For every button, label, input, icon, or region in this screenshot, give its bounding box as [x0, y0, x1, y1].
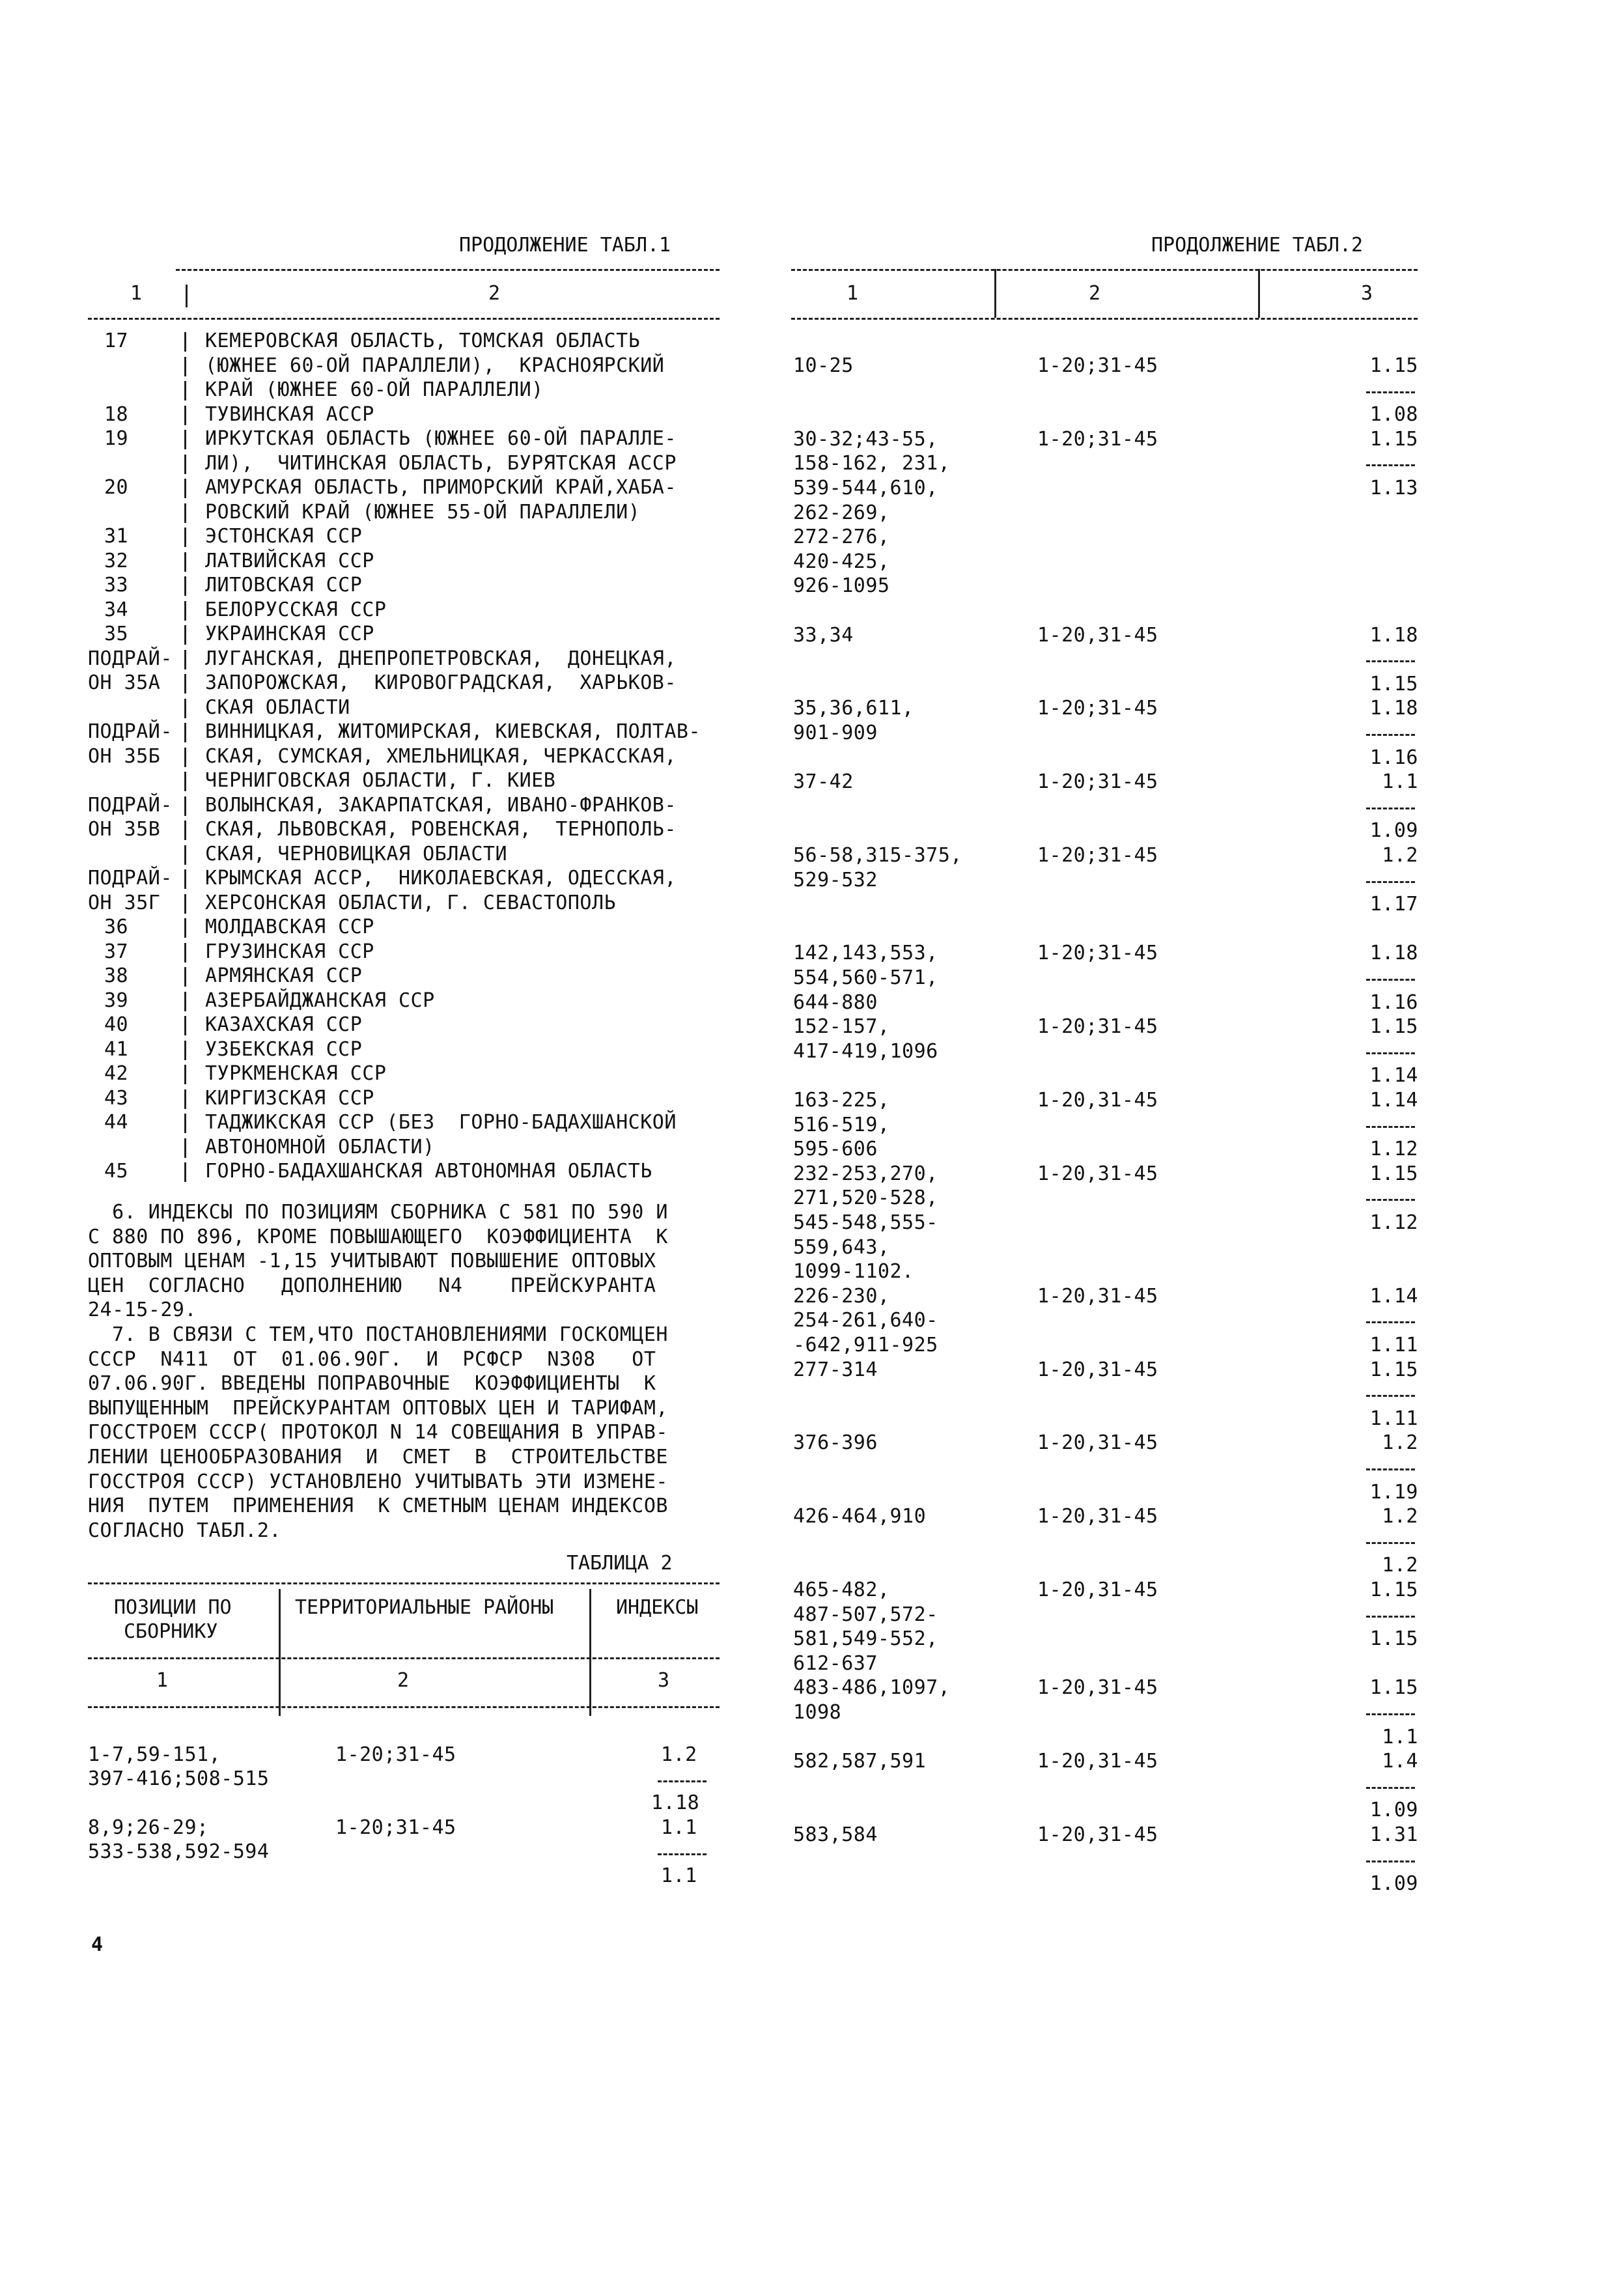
- right-row-index: 1.15: [1369, 1579, 1418, 1601]
- left-row-separator: [184, 430, 186, 449]
- notes-line: С 880 ПО 896, КРОМЕ ПОВЫШАЮЩЕГО КОЭФФИЦИЕНТА К: [88, 1225, 668, 1248]
- notes-line: 7. В СВЯЗИ С ТЕМ,ЧТО ПОСТАНОВЛЕНИЯМИ ГОСКОМЦЕН: [88, 1323, 668, 1346]
- right-row-fraction-rule: [1366, 660, 1415, 662]
- table2-row1-pos1: 1-7,59-151,: [88, 1743, 221, 1766]
- right-row-index: 1.14: [1369, 1064, 1418, 1088]
- right-row-fraction-rule: [1366, 1321, 1415, 1323]
- right-row-index: 1.2: [1382, 1505, 1418, 1528]
- left-row-separator: [184, 992, 186, 1011]
- right-row-positions: 559,643,: [793, 1235, 890, 1259]
- right-row-index: 1.2: [1382, 844, 1418, 867]
- right-row-index: 1.2: [1382, 1431, 1418, 1455]
- left-row-text: ХЕРСОНСКАЯ ОБЛАСТИ, Г. СЕВАСТОПОЛЬ: [205, 891, 617, 914]
- right-row-regions: 1-20,31-45: [1037, 1431, 1158, 1455]
- left-row-separator: [184, 576, 186, 596]
- left-row-separator: [184, 918, 186, 938]
- right-row-positions: 158-162, 231,: [793, 452, 951, 475]
- left-row-text: СКАЯ ОБЛАСТИ: [205, 695, 350, 719]
- left-row-separator: [184, 332, 186, 352]
- table2-title: ТАБЛИЦА 2: [567, 1552, 673, 1575]
- notes-line: ЦЕН СОГЛАСНО ДОПОЛНЕНИЮ N4 ПРЕЙСКУРАНТА: [88, 1274, 656, 1297]
- right-row-positions: 581,549-552,: [793, 1627, 938, 1651]
- left-row-text: ЛИ), ЧИТИНСКАЯ ОБЛАСТЬ, БУРЯТСКАЯ АССР: [205, 451, 677, 475]
- right-row-fraction-rule: [1366, 1713, 1415, 1715]
- right-row-index: 1.15: [1369, 1162, 1418, 1185]
- right-row-fraction-rule: [1366, 1126, 1415, 1128]
- table2-vline-2: [589, 1589, 591, 1716]
- right-row-positions: 539-544,610,: [793, 477, 938, 499]
- left-row-number: 40: [104, 1013, 129, 1036]
- left-row-number: 35: [104, 623, 129, 645]
- table2-row2-pos1: 8,9;26-29;: [88, 1816, 209, 1839]
- left-row-number: 39: [104, 989, 129, 1012]
- left-row-number: 45: [104, 1160, 129, 1183]
- right-row-index: 1.11: [1369, 1334, 1418, 1356]
- right-row-index: 1.17: [1369, 893, 1418, 916]
- left-row-number: 38: [104, 964, 129, 987]
- right-row-positions: 554,560-571,: [793, 966, 938, 989]
- left-row-number: ПОДРАЙ-: [88, 793, 173, 817]
- right-row-positions: 35,36,611,: [793, 697, 914, 720]
- right-row-positions: 1098: [793, 1701, 842, 1724]
- left-row-separator: [184, 1016, 186, 1035]
- right-row-regions: 1-20;31-45: [1037, 942, 1158, 965]
- left-row-text: ЧЕРНИГОВСКАЯ ОБЛАСТИ, Г. КИЕВ: [205, 769, 556, 792]
- right-row-index: 1.15: [1369, 672, 1418, 695]
- table2-vline-1: [279, 1589, 281, 1716]
- left-row-separator: [184, 527, 186, 547]
- right-row-positions: 426-464,910: [793, 1505, 927, 1528]
- right-row-fraction-rule: [1366, 1395, 1415, 1397]
- left-table-top-rule: [176, 269, 720, 271]
- right-row-index: 1.2: [1382, 1554, 1418, 1577]
- left-row-text: ВОЛЫНСКАЯ, ЗАКАРПАТСКАЯ, ИВАНО-ФРАНКОВ-: [205, 793, 677, 817]
- right-row-positions: 262-269,: [793, 501, 890, 524]
- table2-n1: 1: [156, 1669, 169, 1692]
- table2-row1-idx2: 1.18: [651, 1791, 700, 1814]
- left-row-separator: [184, 1041, 186, 1060]
- right-col1-header: 1: [847, 282, 859, 305]
- left-row-number: ПОДРАЙ-: [88, 647, 173, 670]
- notes-line: СОГЛАСНО ТАБЛ.2.: [88, 1519, 281, 1542]
- right-row-regions: 1-20;31-45: [1037, 770, 1158, 794]
- left-row-text: АРМЯНСКАЯ ССР: [205, 964, 363, 987]
- right-row-regions: 1-20,31-45: [1037, 1676, 1158, 1700]
- right-row-fraction-rule: [1366, 807, 1415, 809]
- right-header-vline-2: [1258, 269, 1260, 318]
- right-header-bottom-rule: [791, 318, 1418, 320]
- left-row-separator: [184, 625, 186, 645]
- right-row-index: 1.15: [1369, 1627, 1418, 1651]
- right-row-fraction-rule: [1366, 979, 1415, 981]
- left-row-number: ОН 35Б: [88, 744, 161, 768]
- notes-line: СССР N411 ОТ 01.06.90Г. И РСФСР N308 ОТ: [88, 1347, 656, 1371]
- left-row-text: ЛИТОВСКАЯ ССР: [205, 574, 363, 597]
- right-row-positions: 582,587,591: [793, 1750, 927, 1773]
- right-row-fraction-rule: [1366, 734, 1415, 736]
- table2-h3: ИНДЕКСЫ: [616, 1596, 699, 1619]
- right-row-positions: 545-548,555-: [793, 1211, 938, 1234]
- table2-row1-regions: 1-20;31-45: [335, 1743, 456, 1766]
- left-row-text: АВТОНОМНОЙ ОБЛАСТИ): [205, 1135, 435, 1159]
- right-row-positions: 142,143,553,: [793, 942, 938, 965]
- left-row-separator: [184, 552, 186, 572]
- right-row-index: 1.14: [1369, 1089, 1418, 1112]
- right-row-positions: 232-253,270,: [793, 1162, 938, 1185]
- left-row-text: МОЛДАВСКАЯ ССР: [205, 916, 374, 938]
- table2-header-bottom-rule: [88, 1706, 720, 1708]
- right-row-positions: 417-419,1096: [793, 1039, 938, 1063]
- left-row-separator: [184, 674, 186, 694]
- left-row-text: СКАЯ, ЛЬВОВСКАЯ, РОВЕНСКАЯ, ТЕРНОПОЛЬ-: [205, 818, 677, 841]
- left-row-number: ПОДРАЙ-: [88, 720, 173, 743]
- right-row-regions: 1-20;31-45: [1037, 697, 1158, 720]
- right-row-positions: 483-486,1097,: [793, 1676, 951, 1700]
- right-row-regions: 1-20;31-45: [1037, 1015, 1158, 1039]
- left-row-text: (ЮЖНЕЕ 60-ОЙ ПАРАЛЛЕЛИ), КРАСНОЯРСКИЙ: [205, 354, 665, 377]
- left-row-separator: [184, 699, 186, 718]
- right-row-positions: 254-261,640-: [793, 1309, 938, 1332]
- right-row-positions: 529-532: [793, 868, 878, 892]
- right-row-positions: 33,34: [793, 623, 854, 647]
- left-row-text: КРЫМСКАЯ АССР, НИКОЛАЕВСКАЯ, ОДЕССКАЯ,: [205, 867, 677, 890]
- left-row-text: РОВСКИЙ КРАЙ (ЮЖНЕЕ 55-ОЙ ПАРАЛЛЕЛИ): [205, 500, 641, 524]
- notes-line: ГОССТРОЯ СССР) УСТАНОВЛЕНО УЧИТЫВАТЬ ЭТИ ИЗМЕНЕ-: [88, 1470, 668, 1493]
- table2-row2-idx1: 1.1: [661, 1816, 697, 1839]
- right-row-index: 1.12: [1369, 1138, 1418, 1161]
- right-row-positions: 1099-1102.: [793, 1260, 914, 1284]
- right-row-regions: 1-20,31-45: [1037, 623, 1158, 647]
- table2-row1-idx1: 1.2: [661, 1743, 697, 1766]
- left-row-text: ЛАТВИЙСКАЯ ССР: [205, 549, 374, 572]
- left-row-text: ТУРКМЕНСКАЯ ССР: [205, 1062, 387, 1085]
- left-row-text: КИРГИЗСКАЯ ССР: [205, 1086, 374, 1110]
- left-row-number: ОН 35Г: [88, 891, 161, 914]
- left-row-number: 44: [104, 1111, 129, 1134]
- left-row-separator: [184, 723, 186, 742]
- left-row-number: 31: [104, 525, 129, 548]
- table2-h1-line1: ПОЗИЦИИ ПО: [114, 1596, 232, 1619]
- left-row-number: 37: [104, 940, 129, 963]
- left-continuation-title: ПРОДОЛЖЕНИЕ ТАБЛ.1: [459, 234, 671, 257]
- right-row-index: 1.11: [1369, 1407, 1418, 1430]
- left-row-text: КАЗАХСКАЯ ССР: [205, 1013, 363, 1036]
- left-row-text: ИРКУТСКАЯ ОБЛАСТЬ (ЮЖНЕЕ 60-ОЙ ПАРАЛЛЕ-: [205, 427, 677, 450]
- left-row-text: СКАЯ, СУМСКАЯ, ХМЕЛЬНИЦКАЯ, ЧЕРКАССКАЯ,: [205, 744, 677, 768]
- right-row-positions: 376-396: [793, 1431, 878, 1455]
- right-row-positions: 487-507,572-: [793, 1603, 938, 1626]
- left-header-bottom-rule: [88, 318, 720, 320]
- right-row-index: 1.15: [1369, 1676, 1418, 1700]
- right-row-positions: 644-880: [793, 990, 878, 1014]
- left-row-separator: [184, 1162, 186, 1182]
- right-row-regions: 1-20,31-45: [1037, 1750, 1158, 1773]
- right-row-fraction-rule: [1366, 1616, 1415, 1618]
- left-row-separator: [184, 894, 186, 914]
- right-row-index: 1.19: [1369, 1480, 1418, 1504]
- right-header-vline-1: [994, 269, 996, 318]
- left-row-separator: [184, 943, 186, 962]
- left-row-text: ЗАПОРОЖСКАЯ, КИРОВОГРАДСКАЯ, ХАРЬКОВ-: [205, 671, 677, 694]
- left-row-number: 34: [104, 598, 129, 621]
- left-row-text: ТАДЖИКСКАЯ ССР (БЕЗ ГОРНО-БАДАХШАНСКОЙ: [205, 1111, 677, 1134]
- left-row-separator: [184, 406, 186, 425]
- right-row-index: 1.18: [1369, 697, 1418, 720]
- left-row-separator: [184, 967, 186, 987]
- left-row-text: АЗЕРБАЙДЖАНСКАЯ ССР: [205, 989, 435, 1012]
- left-row-text: ЛУГАНСКАЯ, ДНЕПРОПЕТРОВСКАЯ, ДОНЕЦКАЯ,: [205, 647, 677, 670]
- right-row-regions: 1-20,31-45: [1037, 1162, 1158, 1185]
- left-row-separator: [184, 796, 186, 816]
- right-row-positions: 926-1095: [793, 574, 890, 598]
- right-row-fraction-rule: [1366, 1468, 1415, 1470]
- left-row-text: ГРУЗИНСКАЯ ССР: [205, 940, 374, 963]
- left-row-separator: [184, 772, 186, 791]
- right-row-positions: 152-157,: [793, 1015, 890, 1039]
- right-row-index: 1.15: [1369, 354, 1418, 377]
- left-row-number: 43: [104, 1086, 129, 1110]
- right-row-index: 1.1: [1382, 1725, 1418, 1748]
- table2-row2-fraction-rule: [658, 1853, 707, 1855]
- right-continuation-title: ПРОДОЛЖЕНИЕ ТАБЛ.2: [1151, 234, 1364, 257]
- right-row-index: 1.08: [1369, 403, 1418, 427]
- notes-line: 6. ИНДЕКСЫ ПО ПОЗИЦИЯМ СБОРНИКА С 581 ПО 590 И: [88, 1201, 668, 1224]
- right-row-index: 1.09: [1369, 819, 1418, 843]
- table2-n3: 3: [658, 1669, 670, 1692]
- right-row-index: 1.15: [1369, 1015, 1418, 1039]
- right-row-fraction-rule: [1366, 1787, 1415, 1789]
- left-row-separator: [184, 845, 186, 865]
- left-row-number: ОН 35А: [88, 671, 161, 694]
- left-row-number: 18: [104, 402, 129, 426]
- right-row-regions: 1-20,31-45: [1037, 1579, 1158, 1601]
- right-row-positions: 272-276,: [793, 526, 890, 549]
- right-row-positions: 277-314: [793, 1358, 878, 1381]
- right-row-positions: 420-425,: [793, 550, 890, 573]
- right-row-positions: 163-225,: [793, 1089, 890, 1112]
- notes-line: 07.06.90Г. ВВЕДЕНЫ ПОПРАВОЧНЫЕ КОЭФФИЦИЕНТЫ К: [88, 1372, 656, 1396]
- left-row-number: ПОДРАЙ-: [88, 867, 173, 890]
- right-row-positions: 56-58,315-375,: [793, 844, 962, 867]
- right-row-positions: 37-42: [793, 770, 854, 794]
- table2-row1-pos2: 397-416;508-515: [88, 1767, 270, 1790]
- left-row-separator: [184, 821, 186, 840]
- right-row-fraction-rule: [1366, 464, 1415, 466]
- right-row-positions: 271,520-528,: [793, 1187, 938, 1210]
- right-row-positions: 583,584: [793, 1823, 878, 1846]
- right-row-index: 1.09: [1369, 1799, 1418, 1822]
- right-row-regions: 1-20,31-45: [1037, 1089, 1158, 1112]
- left-row-separator: [184, 601, 186, 621]
- left-row-text: УКРАИНСКАЯ ССР: [205, 623, 374, 645]
- left-col2-header: 2: [488, 282, 501, 305]
- right-row-positions: 516-519,: [793, 1113, 890, 1136]
- left-row-separator: [184, 869, 186, 889]
- right-col2-header: 2: [1089, 282, 1101, 305]
- page-number: 4: [91, 1933, 104, 1956]
- table2-header-mid-rule: [88, 1657, 720, 1659]
- left-col1-header: 1: [130, 282, 143, 305]
- notes-line: ГОССТРОЕМ СССР( ПРОТОКОЛ N 14 СОВЕЩАНИЯ В УПРАВ-: [88, 1421, 668, 1444]
- right-row-index: 1.18: [1369, 623, 1418, 647]
- left-row-separator: [184, 455, 186, 474]
- left-row-number: 33: [104, 574, 129, 597]
- left-row-text: СКАЯ, ЧЕРНОВИЦКАЯ ОБЛАСТИ: [205, 842, 508, 865]
- right-row-positions: 30-32;43-55,: [793, 427, 938, 451]
- right-row-regions: 1-20,31-45: [1037, 1284, 1158, 1308]
- right-row-index: 1.13: [1369, 477, 1418, 499]
- left-row-separator: [184, 650, 186, 669]
- right-row-regions: 1-20,31-45: [1037, 1358, 1158, 1381]
- table2-row1-fraction-rule: [658, 1780, 707, 1782]
- notes-line: ВЫПУЩЕННЫМ ПРЕЙСКУРАНТАМ ОПТОВЫХ ЦЕН И ТАРИФАМ,: [88, 1396, 668, 1420]
- right-row-index: 1.09: [1369, 1872, 1418, 1896]
- right-row-index: 1.18: [1369, 942, 1418, 965]
- right-row-positions: -642,911-925: [793, 1334, 938, 1356]
- table2-h2: ТЕРРИТОРИАЛЬНЫЕ РАЙОНЫ: [295, 1596, 554, 1619]
- right-row-index: 1.16: [1369, 746, 1418, 769]
- left-header-separator: [186, 285, 188, 307]
- right-row-regions: 1-20;31-45: [1037, 354, 1158, 377]
- right-row-fraction-rule: [1366, 1542, 1415, 1544]
- right-table-top-rule: [791, 269, 1418, 271]
- right-row-index: 1.14: [1369, 1284, 1418, 1308]
- notes-line: 24-15-29.: [88, 1299, 197, 1322]
- right-row-regions: 1-20;31-45: [1037, 427, 1158, 451]
- right-row-fraction-rule: [1366, 1199, 1415, 1201]
- table2-row2-pos2: 533-538,592-594: [88, 1840, 270, 1863]
- right-col3-header: 3: [1361, 282, 1373, 305]
- left-row-text: БЕЛОРУССКАЯ ССР: [205, 598, 387, 621]
- left-row-number: 42: [104, 1062, 129, 1085]
- left-row-number: 36: [104, 916, 129, 938]
- right-row-positions: 10-25: [793, 354, 854, 377]
- right-row-index: 1.1: [1382, 770, 1418, 794]
- right-row-regions: 1-20,31-45: [1037, 1823, 1158, 1846]
- left-row-separator: [184, 503, 186, 523]
- right-row-positions: 901-909: [793, 722, 878, 744]
- left-row-separator: [184, 1089, 186, 1109]
- left-row-text: ВИННИЦКАЯ, ЖИТОМИРСКАЯ, КИЕВСКАЯ, ПОЛТАВ-: [205, 720, 701, 743]
- left-row-number: 19: [104, 427, 129, 450]
- right-row-positions: 595-606: [793, 1138, 878, 1161]
- right-row-index: 1.4: [1382, 1750, 1418, 1773]
- left-row-text: УЗБЕКСКАЯ ССР: [205, 1037, 363, 1061]
- left-row-text: КЕМЕРОВСКАЯ ОБЛАСТЬ, ТОМСКАЯ ОБЛАСТЬ: [205, 330, 641, 352]
- left-row-text: ЭСТОНСКАЯ ССР: [205, 525, 363, 548]
- left-row-text: ГОРНО-БАДАХШАНСКАЯ АВТОНОМНАЯ ОБЛАСТЬ: [205, 1160, 652, 1183]
- right-row-fraction-rule: [1366, 391, 1415, 393]
- right-row-positions: 226-230,: [793, 1284, 890, 1308]
- right-row-index: 1.31: [1369, 1823, 1418, 1846]
- table2-row2-idx2: 1.1: [661, 1864, 697, 1887]
- right-row-index: 1.12: [1369, 1211, 1418, 1234]
- table2-top-rule: [88, 1582, 720, 1584]
- notes-line: ОПТОВЫМ ЦЕНАМ -1,15 УЧИТЫВАЮТ ПОВЫШЕНИЕ ОПТОВЫХ: [88, 1250, 656, 1273]
- table2-n2: 2: [397, 1669, 410, 1692]
- left-row-text: КРАЙ (ЮЖНЕЕ 60-ОЙ ПАРАЛЛЕЛИ): [205, 378, 544, 401]
- left-row-separator: [184, 1114, 186, 1133]
- notes-line: ЛЕНИИ ЦЕНООБРАЗОВАНИЯ И СМЕТ В СТРОИТЕЛЬСТВЕ: [88, 1446, 668, 1468]
- table2-h1-line2: СБОРНИКУ: [124, 1620, 218, 1643]
- left-row-separator: [184, 357, 186, 376]
- left-row-number: ОН 35В: [88, 818, 161, 841]
- left-row-separator: [184, 748, 186, 767]
- right-row-regions: 1-20,31-45: [1037, 1505, 1158, 1528]
- right-row-fraction-rule: [1366, 1052, 1415, 1054]
- right-row-index: 1.15: [1369, 1358, 1418, 1381]
- right-row-index: 1.15: [1369, 427, 1418, 451]
- right-row-regions: 1-20;31-45: [1037, 844, 1158, 867]
- left-row-number: 20: [104, 476, 129, 499]
- right-row-fraction-rule: [1366, 881, 1415, 883]
- left-row-text: АМУРСКАЯ ОБЛАСТЬ, ПРИМОРСКИЙ КРАЙ,ХАБА-: [205, 476, 677, 499]
- right-row-positions: 612-637: [793, 1651, 878, 1675]
- table2-row2-regions: 1-20;31-45: [335, 1816, 456, 1839]
- left-row-number: 17: [104, 330, 129, 352]
- left-row-separator: [184, 1138, 186, 1158]
- right-row-fraction-rule: [1366, 1861, 1415, 1862]
- left-row-number: 41: [104, 1037, 129, 1061]
- notes-line: НИЯ ПУТЕМ ПРИМЕНЕНИЯ К СМЕТНЫМ ЦЕНАМ ИНДЕКСОВ: [88, 1495, 668, 1518]
- left-row-separator: [184, 381, 186, 400]
- left-row-separator: [184, 1065, 186, 1084]
- right-row-index: 1.16: [1369, 990, 1418, 1014]
- left-row-number: 32: [104, 549, 129, 572]
- left-row-separator: [184, 479, 186, 498]
- right-row-positions: 465-482,: [793, 1579, 890, 1601]
- left-row-text: ТУВИНСКАЯ АССР: [205, 402, 374, 426]
